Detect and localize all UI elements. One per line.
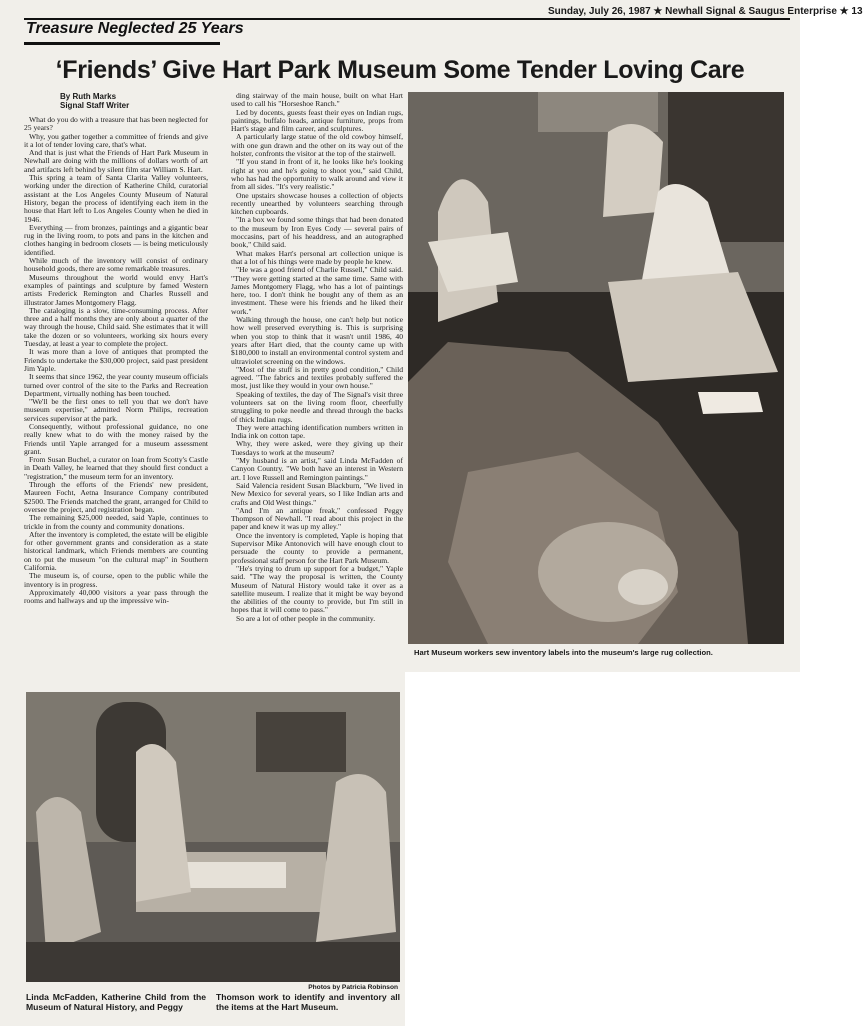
- kicker-rule: [24, 42, 220, 45]
- paragraph: "Most of the stuff is in pretty good condition," Child agreed. "The fabrics and textiles probably suffered the most, just like they would in your own house.": [231, 364, 403, 391]
- paragraph: From Susan Buchel, a curator on loan from Scotty's Castle in Death Valley, he learned that they should first conduct a "registration," the museum term for an inventory.: [24, 455, 208, 481]
- paragraph: What do you do with a treasure that has been neglected for 25 years?: [24, 115, 208, 133]
- paragraph: ding stairway of the main house, built on what Hart used to call his "Horseshoe Ranch.": [231, 91, 403, 109]
- photo-credit: Photos by Patricia Robinson: [308, 984, 398, 991]
- photo-inventory-team: [26, 692, 400, 982]
- byline-author: By Ruth Marks: [60, 92, 117, 101]
- paragraph: And that is just what the Friends of Hart Park Museum in Newhall are doing with the millions of dollars worth of art and artifacts left behind by silent film star William S. Hart.: [24, 148, 208, 174]
- photo-rug-workers: [408, 92, 784, 644]
- paragraph: "If you stand in front of it, he looks like he's looking right at you and he's going to shoot you," said Child, who has had the opportunity to walk around and view it from all sides. "It's very realistic.": [231, 157, 403, 192]
- photo1-caption: Hart Museum workers sew inventory labels into the museum's large rug collection.: [414, 648, 713, 657]
- byline: [60, 92, 129, 110]
- paragraph: Said Valencia resident Susan Blackburn, "We lived in New Mexico for several years, so I like Indian arts and crafts and Old West things.": [231, 480, 403, 507]
- paragraph: "We'll be the first ones to tell you that we don't have museum expertise," admitted Norm Philips, recreation services supervisor at the park.: [24, 397, 208, 423]
- paragraph: It was more than a love of antiques that prompted the Friends to undertake the $30,000 project, said past president Jim Yaple.: [24, 347, 208, 373]
- photo2-caption-right: Thomson work to identify and inventory all the items at the Hart Museum.: [216, 992, 400, 1012]
- paragraph: "In a box we found some things that had been donated to the museum by Iron Eyes Cody — several pairs of moccasins, part of his headdress, and an autographed book," Child said.: [231, 215, 403, 250]
- article-headline: ‘Friends’ Give Hart Park Museum Some Tender Loving Care: [55, 56, 745, 84]
- page-folio: Sunday, July 26, 1987 ★ Newhall Signal & Saugus Enterprise ★ 13: [548, 6, 863, 17]
- paragraph: Everything — from bronzes, paintings and a gigantic bear rug in the living room, to pots and pans in the kitchen and clothes hanging in bedroom closets — is being meticulously identified.: [24, 222, 208, 257]
- paragraph: Once the inventory is completed, Yaple is hoping that Supervisor Mike Antonovich will have enough clout to persuade the county to provide a permanent, professional staff person for the Hart Park Museum.: [231, 530, 403, 565]
- paragraph: Through the efforts of the Friends' new president, Maureen Focht, Aetna Insurance Company contributed $2500. The Friends matched the grant, arranged for Child to oversee the project, and registration began.: [24, 480, 208, 514]
- paragraph: Why, they were asked, were they giving up their Tuesdays to work at the museum?: [231, 439, 403, 457]
- photo-inventory-team-image: [26, 692, 400, 982]
- paragraph: Museums throughout the world would envy Hart's examples of paintings and sculpture by famed Western artists Frederick Remington and Charles Russell and illustrator James Montgomery Flagg.: [24, 272, 208, 307]
- paragraph: One upstairs showcase houses a collection of objects recently unearthed by volunteers searching through kitchen cupboards.: [231, 190, 403, 217]
- paragraph: Walking through the house, one can't help but notice how well preserved everything is. This is surprising when you stop to think that it wasn't until 1986, 40 years after Hart died, that the county came up with $180,000 to install an environmental control system and ultraviolet screening on the windows.: [231, 315, 403, 366]
- photo-rug-workers-image: [408, 92, 784, 644]
- paragraph: So are a lot of other people in the community.: [236, 613, 376, 623]
- article-kicker: Treasure Neglected 25 Years: [26, 20, 244, 37]
- paragraph: Consequently, without professional guidance, no one really knew what to do with the money raised by the Friends until Yaple arranged for a museum assessment grant.: [24, 421, 208, 456]
- paragraph: "He was a good friend of Charlie Russell," Child said. "They were getting started at the same time. Same with James Montgomery Flagg, who has a lot of paintings here, too. I don't think he bought any of them as an investment. These were his friends and he liked their work.": [231, 265, 403, 316]
- paragraph: While much of the inventory will consist of ordinary household goods, there are some remarkable treasures.: [24, 256, 208, 274]
- paragraph: Approximately 40,000 visitors a year pass through the rooms and hallways and up the impressive win-: [24, 587, 208, 606]
- paragraph: The cataloging is a slow, time-consuming process. After three and a half months they are only about a quarter of the way through the house, Child said. She estimates that it will take the dozen or so volunteers, working six hours every Tuesday, at least a year to complete the project.: [24, 305, 208, 349]
- paragraph: Speaking of textiles, the day of The Signal's visit three volunteers sat on the living room floor, cheerfully struggling to poke needle and thread through the backs of thick Indian rugs.: [231, 389, 403, 424]
- paragraph: This spring a team of Santa Clarita Valley volunteers, working under the direction of Katherine Child, curatorial assistant at the Los Angeles County Museum of Natural History, began the process of identifying each item in the house that Hart left to Los Angeles County when he died in 1946.: [24, 173, 208, 224]
- paragraph: After the inventory is completed, the estate will be eligible for other government grants and consideration as a state historical landmark, which Friends members are counting on to put the museum "on the cultural map" in Southern California.: [24, 529, 208, 573]
- paragraph: Led by docents, guests feast their eyes on Indian rugs, paintings, buffalo heads, antique furniture, props from Hart's stage and film career, and sculptures.: [231, 107, 403, 134]
- paragraph: Why, you gather together a committee of friends and give it a lot of tender loving care, that's what.: [24, 131, 208, 149]
- article-column-2: [231, 92, 403, 688]
- paragraph: What makes Hart's personal art collection unique is that a lot of his things were made by people he knew.: [231, 248, 403, 266]
- byline-title: Signal Staff Writer: [60, 101, 130, 110]
- paragraph: It seems that since 1962, the year county museum officials turned over control of the site to the Parks and Recreation Department, virtually nothing has been touched.: [24, 372, 208, 398]
- paragraph: They were attaching identification numbers written in India ink on cotton tape.: [231, 422, 403, 441]
- paragraph: "He's trying to drum up support for a budget," Yaple said. "The way the proposal is written, the County Museum of Natural History would take it over as a satellite museum. I realize that it might be way beyond the abilities of the county to provide, but I'm still in hopes that it will come to pass.": [231, 563, 403, 615]
- paragraph: The museum is, of course, open to the public while the inventory is in progress.: [24, 571, 208, 589]
- photo2-caption-left: Linda McFadden, Katherine Child from the Museum of Natural History, and Peggy: [26, 992, 206, 1012]
- paragraph: "And I'm an antique freak," confessed Peggy Thompson of Newhall. "I read about this project in the paper and knew it was up my alley.": [231, 505, 403, 532]
- paragraph: The remaining $25,000 needed, said Yaple, continues to trickle in from the county and community donations.: [24, 513, 208, 531]
- paragraph: "My husband is an artist," said Linda McFadden of Canyon Country. "We both have an interest in Western art. I love Russell and Remington paintings.": [231, 456, 403, 482]
- paragraph: A particularly large statue of the old cowboy himself, with one gun drawn and the other on its way out of the holster, confronts the visitor at the top of the stairwell.: [231, 132, 403, 159]
- article-column-1: [24, 116, 208, 668]
